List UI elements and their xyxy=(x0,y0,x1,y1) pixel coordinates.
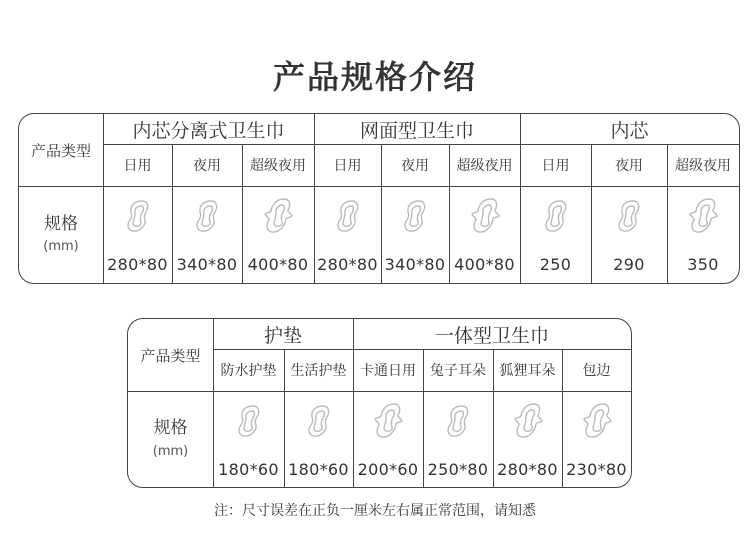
group-header-one-piece: 一体型卫生巾 xyxy=(434,324,549,347)
grid-line xyxy=(562,349,563,487)
subtype-cell: 日用 xyxy=(541,158,570,174)
subtype-cell: 超级夜用 xyxy=(675,158,731,174)
subtype-cell: 生活护垫 xyxy=(290,363,347,379)
subtype-cell: 防水护垫 xyxy=(220,363,277,379)
pad-icon xyxy=(284,391,353,451)
spec-table-1 xyxy=(18,113,740,284)
subtype-cell: 包边 xyxy=(582,363,611,379)
pad-icon xyxy=(172,186,242,246)
size-cell: 280*80 xyxy=(497,459,558,479)
group-header-panty-liner: 护垫 xyxy=(263,324,302,347)
product-type-label: 产品类型 xyxy=(140,346,201,365)
group-header-inner-core: 内芯 xyxy=(610,119,649,142)
pad-icon xyxy=(493,391,562,451)
grid-line xyxy=(128,391,631,392)
product-type-label: 产品类型 xyxy=(30,141,91,160)
size-cell: 250*80 xyxy=(427,459,489,479)
grid-line xyxy=(520,114,521,283)
footnote: 注：尺寸误差在正负一厘米左右属正常范围，请知悉 xyxy=(214,503,536,519)
size-cell: 230*80 xyxy=(566,459,627,479)
grid-line xyxy=(381,144,382,283)
pad-icon xyxy=(667,186,739,246)
subtype-cell: 夜用 xyxy=(615,158,643,174)
pad-icon xyxy=(562,391,631,451)
size-cell: 180*60 xyxy=(218,459,279,479)
size-cell: 290 xyxy=(613,255,645,274)
size-cell: 350 xyxy=(687,255,719,274)
pad-icon xyxy=(314,186,381,246)
pad-icon xyxy=(449,186,520,246)
size-cell: 250 xyxy=(539,255,572,274)
pad-icon xyxy=(520,186,591,246)
pad-icon xyxy=(213,391,284,451)
size-cell: 340*80 xyxy=(384,255,446,274)
size-cell: 340*80 xyxy=(176,255,238,274)
grid-line xyxy=(103,114,104,283)
pad-icon xyxy=(353,391,423,451)
grid-line xyxy=(314,114,315,283)
spec-label-text: 规格 xyxy=(44,213,78,234)
size-cell: 280*80 xyxy=(107,255,168,274)
subtype-cell: 日用 xyxy=(333,158,362,174)
size-cell: 200*60 xyxy=(357,459,419,479)
grid-line xyxy=(284,349,285,487)
subtype-cell: 夜用 xyxy=(401,158,429,174)
pad-icon xyxy=(242,186,314,246)
unit-label: (mm) xyxy=(43,239,79,254)
grid-line xyxy=(591,144,592,283)
grid-line xyxy=(353,319,354,487)
size-cell: 400*80 xyxy=(247,255,309,274)
grid-line xyxy=(423,349,424,487)
subtype-cell: 兔子耳朵 xyxy=(430,363,486,379)
subtype-cell: 狐狸耳朵 xyxy=(499,363,556,379)
spec-table-2 xyxy=(127,318,632,488)
subtype-cell: 超级夜用 xyxy=(456,158,513,174)
grid-line xyxy=(449,144,450,283)
grid-line xyxy=(213,349,631,350)
pad-icon xyxy=(591,186,667,246)
grid-line xyxy=(493,349,494,487)
group-header-mesh-type: 网面型卫生巾 xyxy=(359,119,474,142)
spec-label-text: 规格 xyxy=(153,418,188,439)
subtype-cell: 卡通日用 xyxy=(360,363,416,379)
grid-line xyxy=(172,144,173,283)
size-cell: 400*80 xyxy=(454,255,515,274)
pad-icon xyxy=(381,186,449,246)
size-cell: 180*60 xyxy=(288,459,349,479)
size-cell: 280*80 xyxy=(317,255,378,274)
grid-line xyxy=(213,319,214,487)
page-title: 产品规格介绍 xyxy=(272,58,477,96)
pad-icon xyxy=(423,391,493,451)
grid-line xyxy=(242,144,243,283)
subtype-cell: 超级夜用 xyxy=(250,158,306,174)
subtype-cell: 夜用 xyxy=(193,158,221,174)
pad-icon xyxy=(103,186,172,246)
grid-line xyxy=(19,186,739,187)
unit-label: (mm) xyxy=(152,443,189,459)
spec-label xyxy=(128,391,213,487)
grid-line xyxy=(103,144,739,145)
spec-label xyxy=(19,186,103,283)
subtype-cell: 日用 xyxy=(123,158,152,174)
grid-line xyxy=(667,144,668,283)
group-header-inner-core-separated: 内芯分离式卫生巾 xyxy=(132,119,285,142)
